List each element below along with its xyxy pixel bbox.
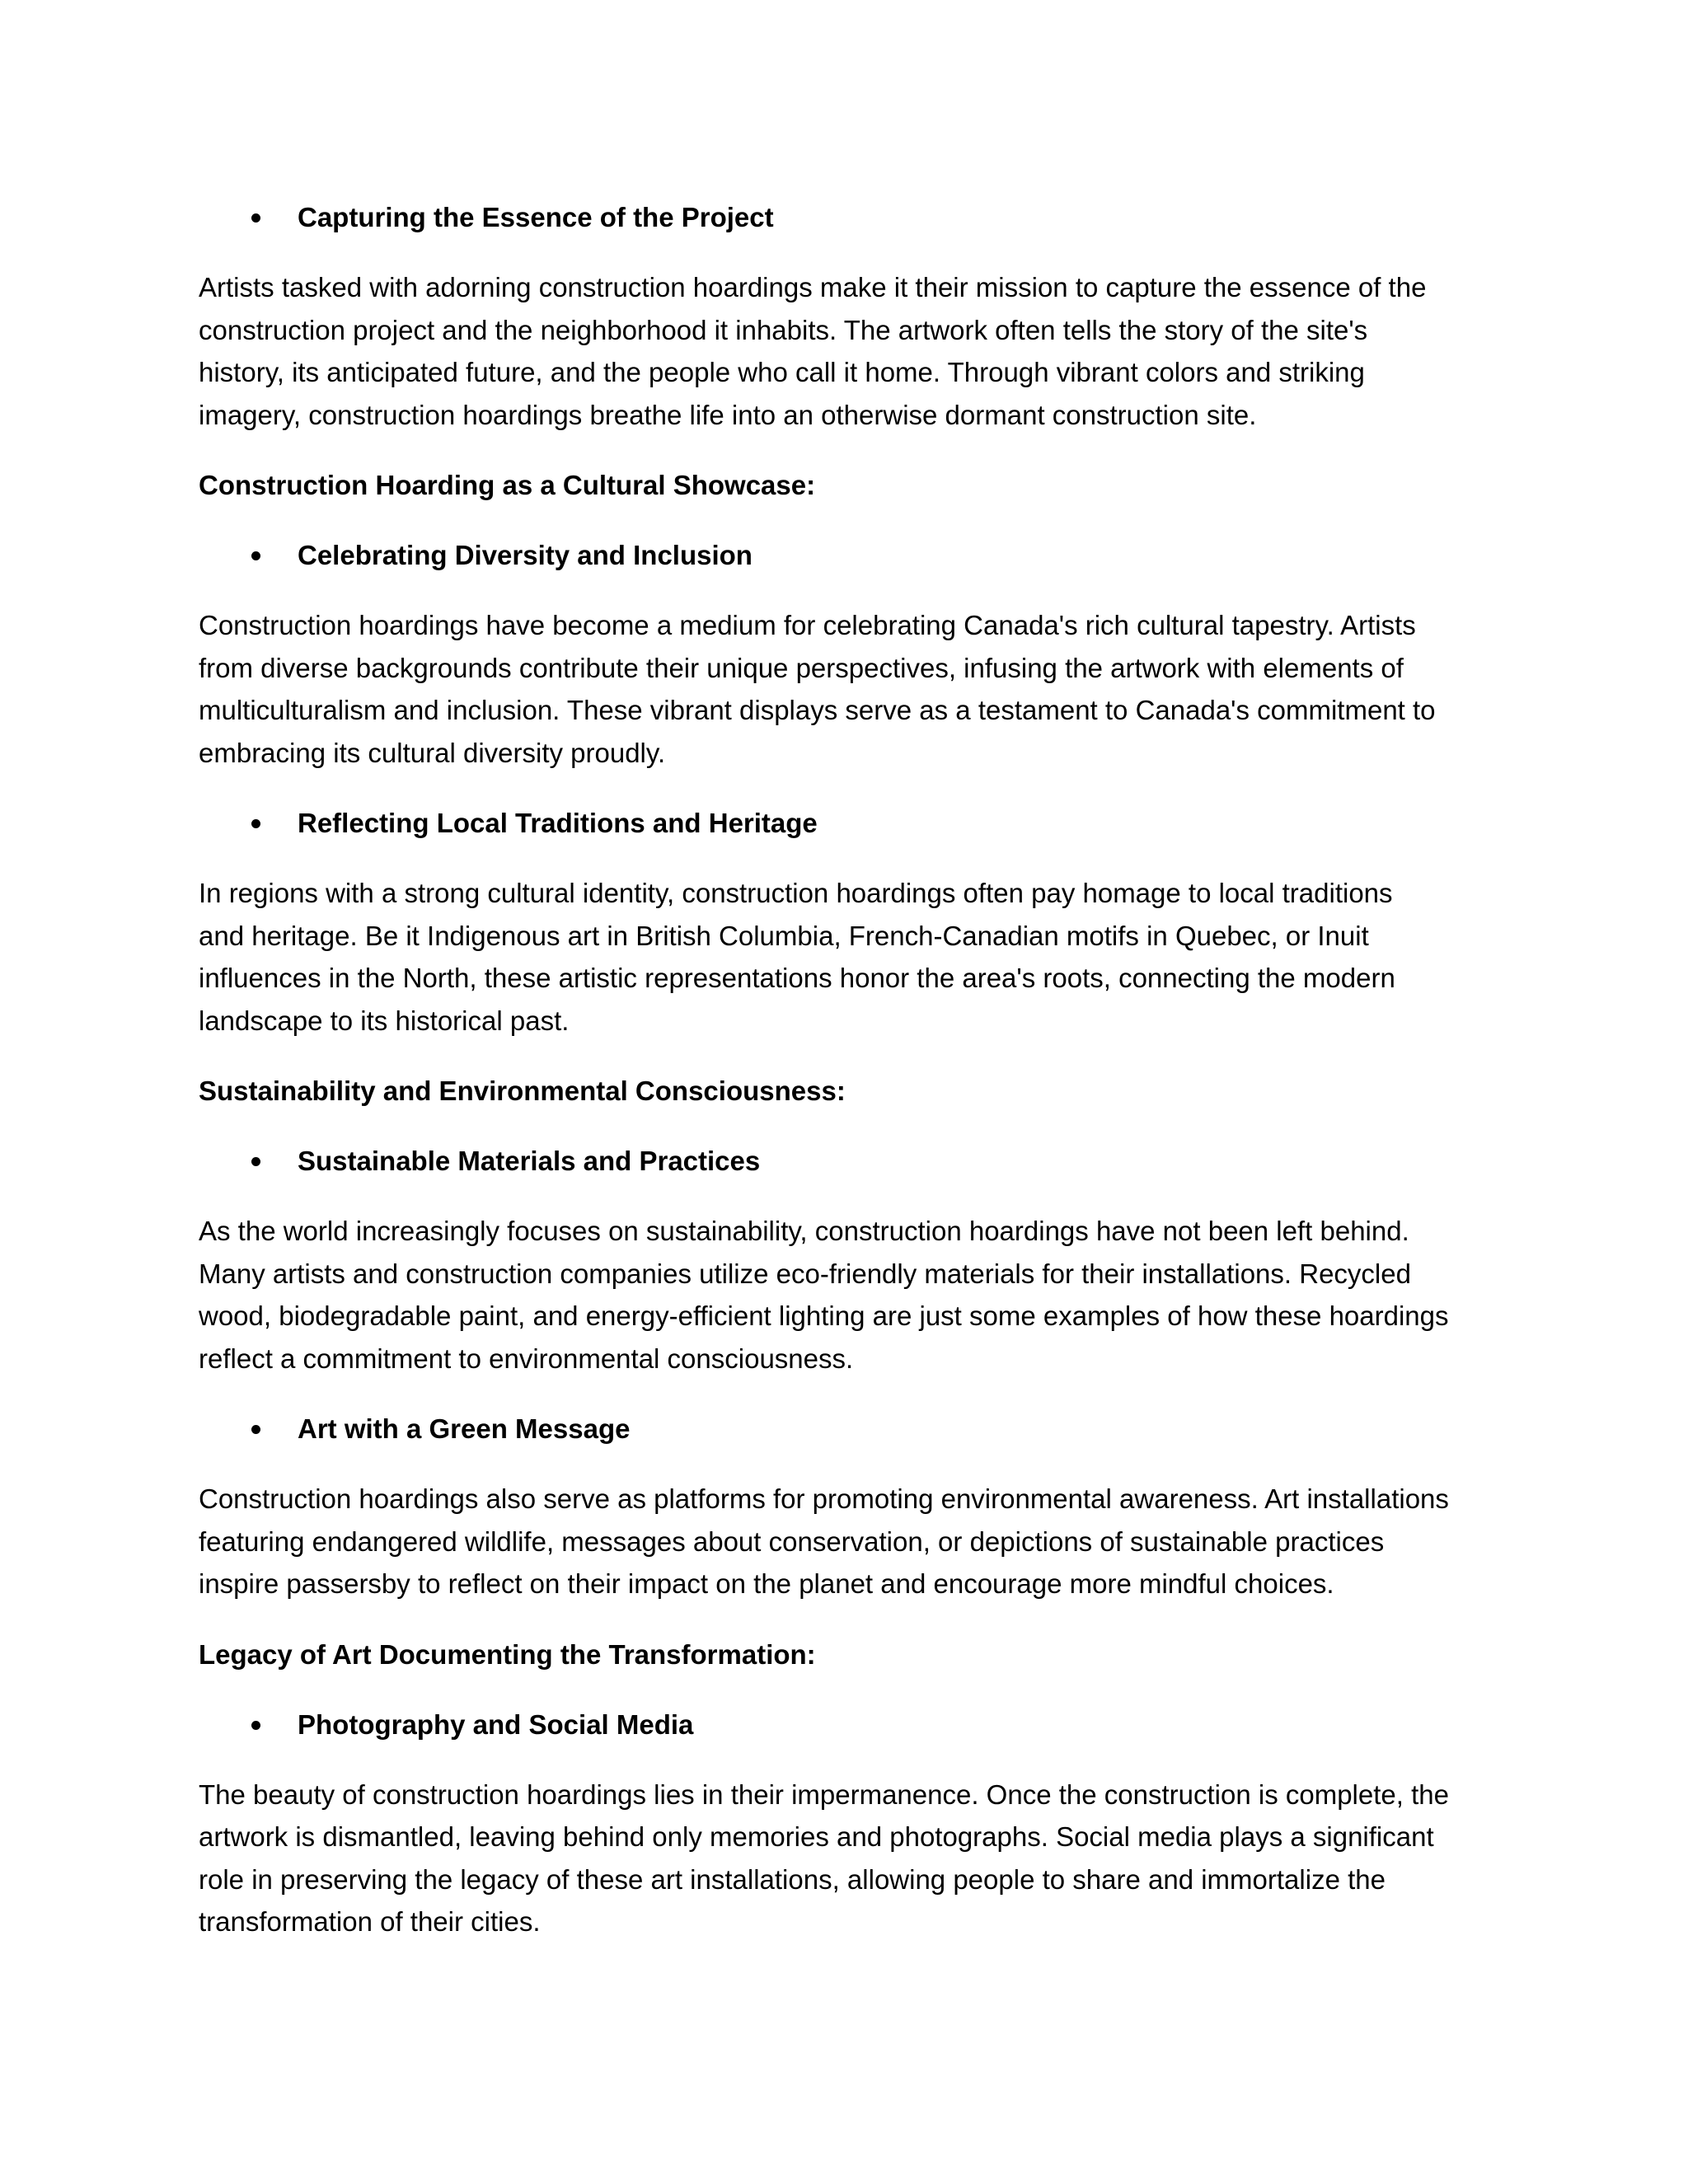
bullet-text: Art with a Green Message: [298, 1413, 631, 1444]
paragraph-sustainable-materials: [199, 1210, 1517, 1380]
bullet-item-photography-social: [199, 1704, 1517, 1746]
paragraph-line: wood, biodegradable paint, and energy-efficient lighting are just some examples of how these hoardings: [199, 1301, 1449, 1331]
bullet-icon: [251, 1157, 260, 1166]
paragraph-line: imagery, construction hoardings breathe life into an otherwise dormant construction site.: [199, 399, 1257, 430]
paragraph-line: and heritage. Be it Indigenous art in British Columbia, French-Canadian motifs in Quebec, or Inuit: [199, 920, 1369, 951]
bullet-item-local-traditions: [199, 802, 1517, 845]
bullet-item-green-message: [199, 1408, 1517, 1451]
paragraph-line: The beauty of construction hoardings lies in their impermanence. Once the construction is complete, the: [199, 1779, 1449, 1810]
paragraph-line: As the world increasingly focuses on sustainability, construction hoardings have not been left behind.: [199, 1216, 1409, 1246]
bullet-item-capturing-essence: [199, 196, 1517, 239]
bullet-icon: [251, 1425, 260, 1434]
document-page: [199, 196, 1517, 1971]
paragraph-photography-social: [199, 1774, 1517, 1943]
paragraph-line: inspire passersby to reflect on their impact on the planet and encourage more mindful choices.: [199, 1568, 1334, 1599]
section-heading-legacy: Legacy of Art Documenting the Transformation:: [199, 1638, 816, 1670]
paragraph-line: embracing its cultural diversity proudly.: [199, 737, 666, 768]
bullet-item-sustainable-materials: [199, 1140, 1517, 1183]
paragraph-line: multiculturalism and inclusion. These vibrant displays serve as a testament to Canada's commitment to: [199, 695, 1436, 725]
bullet-text: Capturing the Essence of the Project: [298, 202, 774, 232]
section-heading-cultural-showcase: Construction Hoarding as a Cultural Showcase:: [199, 470, 816, 500]
paragraph-line: reflect a commitment to environmental consciousness.: [199, 1343, 854, 1374]
paragraph-line: featuring endangered wildlife, messages about conservation, or depictions of sustainable practices: [199, 1526, 1385, 1557]
paragraph-line: influences in the North, these artistic representations honor the area's roots, connecting the modern: [199, 963, 1395, 993]
bullet-icon: [251, 213, 260, 223]
bullet-icon: [251, 819, 260, 828]
bullet-item-diversity-inclusion: [199, 534, 1517, 577]
paragraph-capturing-essence: [199, 266, 1517, 436]
paragraph-green-message: [199, 1478, 1517, 1605]
paragraph-line: Construction hoardings also serve as platforms for promoting environmental awareness. Art installations: [199, 1483, 1449, 1514]
paragraph-line: Construction hoardings have become a medium for celebrating Canada's rich cultural tapestry. Artists: [199, 610, 1416, 640]
paragraph-line: In regions with a strong cultural identity, construction hoardings often pay homage to local traditions: [199, 878, 1393, 908]
paragraph-diversity-inclusion: [199, 604, 1517, 774]
bullet-text: Reflecting Local Traditions and Heritage: [298, 808, 818, 838]
paragraph-local-traditions: [199, 872, 1517, 1042]
paragraph-line: history, its anticipated future, and the people who call it home. Through vibrant colors and striking: [199, 357, 1365, 387]
bullet-icon: [251, 1721, 260, 1730]
paragraph-line: Many artists and construction companies utilize eco-friendly materials for their installations. Recycled: [199, 1258, 1411, 1289]
paragraph-line: landscape to its historical past.: [199, 1005, 570, 1036]
bullet-icon: [251, 551, 260, 560]
bullet-text: Celebrating Diversity and Inclusion: [298, 540, 753, 570]
bullet-text: Sustainable Materials and Practices: [298, 1146, 761, 1176]
paragraph-line: from diverse backgrounds contribute their unique perspectives, infusing the artwork with elements of: [199, 652, 1404, 683]
paragraph-line: artwork is dismantled, leaving behind only memories and photographs. Social media plays a significant: [199, 1821, 1434, 1852]
paragraph-line: transformation of their cities.: [199, 1906, 541, 1937]
paragraph-line: role in preserving the legacy of these art installations, allowing people to share and immortalize the: [199, 1863, 1386, 1895]
paragraph-line: construction project and the neighborhood it inhabits. The artwork often tells the story of the site's: [199, 314, 1368, 345]
section-heading-sustainability: Sustainability and Environmental Consciousness:: [199, 1076, 846, 1106]
bullet-text: Photography and Social Media: [298, 1708, 694, 1740]
paragraph-line: Artists tasked with adorning construction hoardings make it their mission to capture the essence of the: [199, 272, 1427, 302]
